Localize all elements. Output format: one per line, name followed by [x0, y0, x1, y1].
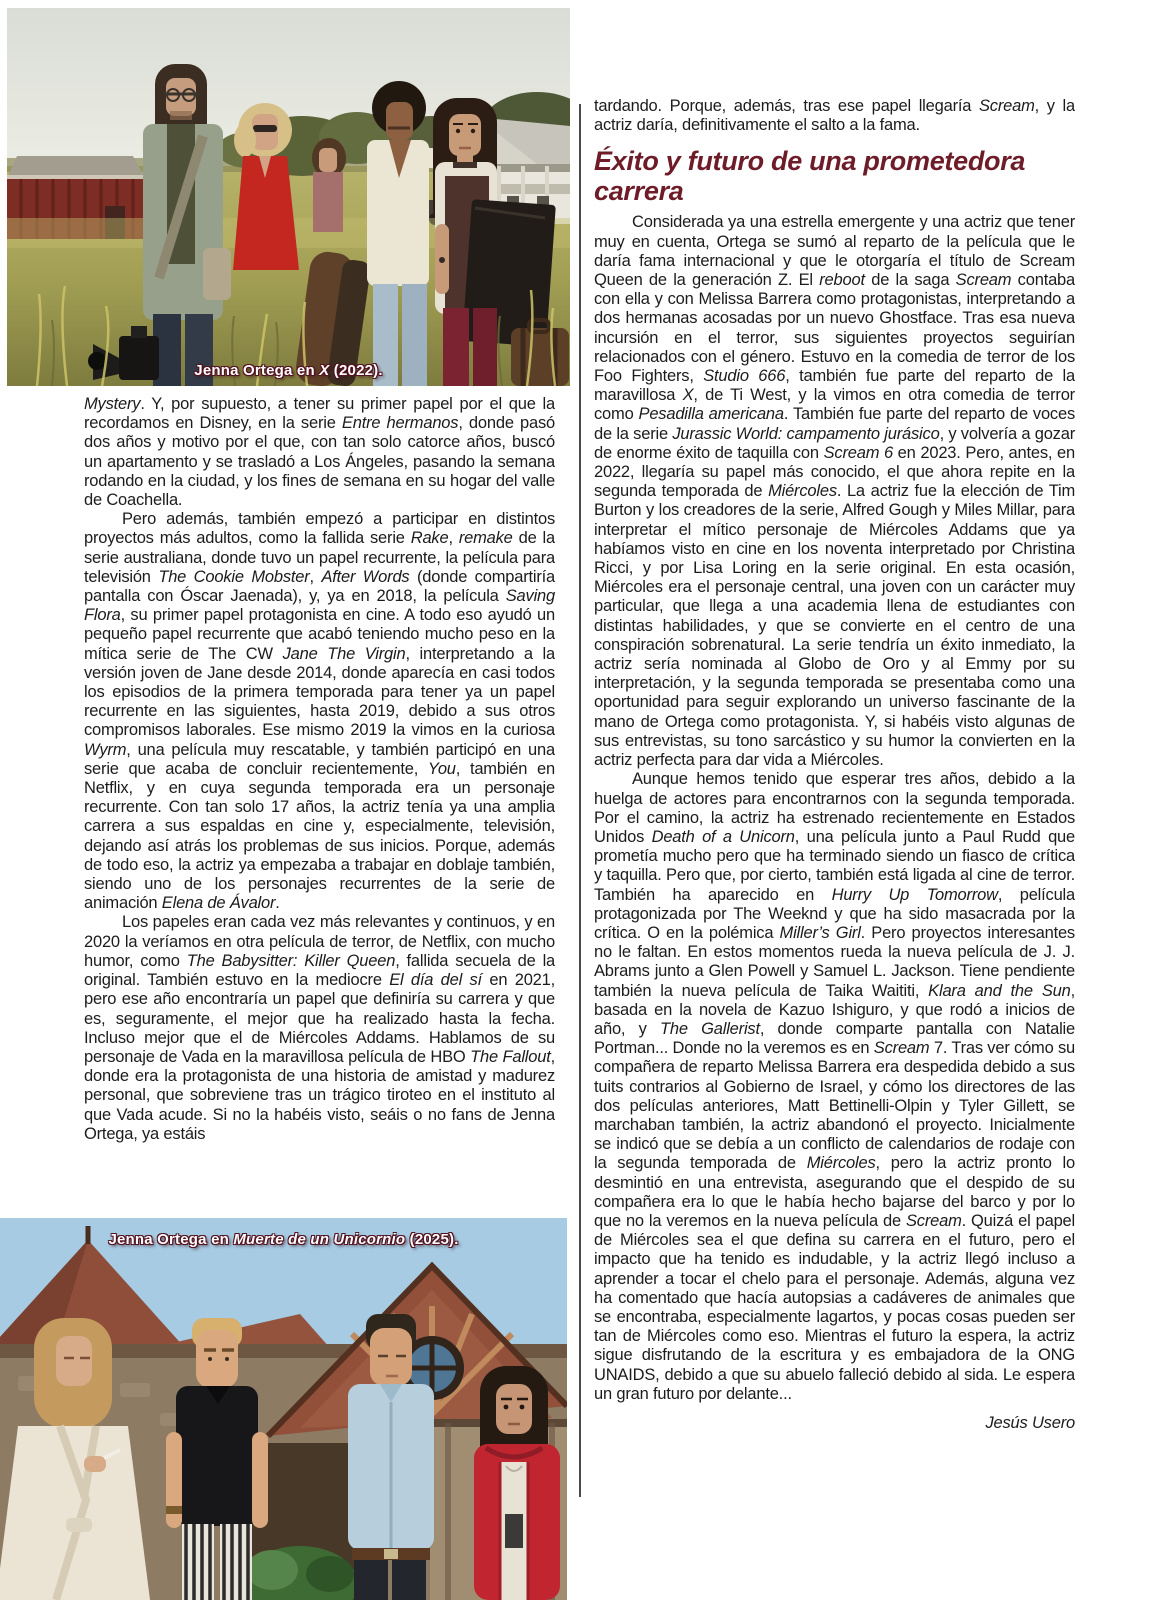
left-column: [84, 395, 555, 1210]
top-photo-caption: Jenna Ortega en X (2022).: [194, 362, 383, 379]
right-column: [594, 97, 1075, 1509]
jenna-red-jacket: [474, 1366, 560, 1600]
bottom-photo: [0, 1218, 567, 1600]
top-photo: [7, 8, 570, 386]
section-heading: Éxito y futuro de una prometedora carrera: [594, 146, 1026, 207]
top-photo-scene: [7, 8, 570, 386]
byline: Jesús Usero: [985, 1414, 1075, 1432]
bottom-photo-caption: Jenna Ortega en Muerte de un Unicornio (2025).: [108, 1231, 459, 1248]
column-divider: [579, 104, 581, 1497]
article-paragraph: Pero además, también empezó a participar en distintos proyectos más adultos, como la fallida serie Rake, remake de la serie australiana, donde tuvo un papel recurrente, la película para televisión The Cookie Mobster, After Words (donde compartiría pantalla con Óscar Jaenada), y, ya en 2018, la película Saving Flora, su primer papel protagonista en cine. A todo eso ayudó un pequeño papel recurrente que acabó teniendo mucho peso en la mítica serie de The CW Jane The Virgin, interpretando a la versión joven de Jane desde 2014, donde aparecía en casi todos los episodios de la primera temporada para tener ya un papel recurrente en las siguientes, hasta 2019, debido a sus otros compromisos laborales. Ese mismo 2019 la vimos en la curiosa Wyrm, una película muy rescatable, y también participó en una serie que acaba de concluir recientemente, You, también en Netflix, y en cuya segunda temporada era un personaje recurrente. Con tan solo 17 años, la actriz tenía ya una amplia carrera a sus espaldas en cine y, especialmente, televisión, dejando así atrás los problemas de sus inicios. Porque, además de todo eso, la actriz ya empezaba a trabajar en doblaje también, siendo uno de los personajes recurrentes de la serie de animación Elena de Ávalor.: [84, 510, 555, 913]
article-paragraph: Considerada ya una estrella emergente y una actriz que tener muy en cuenta, Ortega se sumó al reparto de la película que le daría fama internacional y que le otorgaría el título de Scream Queen de la generación Z. El reboot de la saga Scream contaba con ella y con Melissa Barrera como protagonistas, interpretando a dos hermanas acosadas por un nuevo Ghostface. Tras esa nueva incursión en el terror, sus siguientes proyectos seguirían relacionados con el género. Estuvo en la comedia de terror de los Foo Fighters, Studio 666, también fue parte del reparto de la maravillosa X, de Ti West, y la vimos en otra comedia de terror como Pesadilla americana. También fue parte del reparto de voces de la serie Jurassic World: campamento jurásico, y volvería a gozar de enorme éxito de taquilla con Scream 6 en 2023. Pero, antes, en 2022, llegaría su papel más conocido, el que ahora repite en la segunda temporada de Miércoles. La actriz fue la elección de Tim Burton y los creadores de la serie, Alfred Gough y Miles Millar, para interpretar el mítico personaje de Miércoles Addams que ya habíamos visto en cine en los noventa interpretado por Christina Ricci, y por Lisa Loring en la serie original. En esta ocasión, Miércoles era el personaje central, una joven con un carácter muy particular, que llega a una academia llena de estudiantes con distintas habilidades, y que se convierte en el centro de una conspiración sobrenatural. La serie tendría un éxito inmediato, la actriz sería nominada al Globo de Oro y al Emmy por su interpretación, y la segunda temporada se presentaba como una oportunidad para seguir explorando un universo fascinante de la mano de Ortega como protagonista. Y, si habéis visto algunas de sus entrevistas, su tono sarcástico y su humor la convierten en la actriz perfecta para dar vida a Miércoles.: [594, 213, 1075, 770]
bottom-photo-scene: [0, 1218, 567, 1600]
article-paragraph: tardando. Porque, además, tras ese papel llegaría Scream, y la actriz daría, definitivamente el salto a la fama.: [594, 97, 1075, 135]
right-column-body: [594, 213, 1075, 1404]
woman-behind: [312, 138, 346, 232]
article-paragraph: Aunque hemos tenido que esperar tres años, debido a la huelga de actores para encontrarnos con la segunda temporada. Por el camino, la actriz ha estrenado recientemente en Estados Unidos Death of a Unicorn, una película junto a Paul Rudd que prometía mucho pero que ha terminado siendo un fiasco de crítica y taquilla. Pero que, por cierto, también está ligada al cine de terror. También ha aparecido en Hurry Up Tomorrow, película protagonizada por The Weeknd y que ha sido masacrada por la crítica. O en la polémica Miller’s Girl. Pero proyectos interesantes no le faltan. En estos momentos rueda la nueva película de J. J. Abrams junto a Glen Powell y Samuel L. Jackson. Tiene pendiente también la nueva película de Taika Waititi, Klara and the Sun, basada en la novela de Kazuo Ishiguro, y que rodó a inicios de año, y The Gallerist, donde comparte pantalla con Natalie Portman... Donde no la veremos es en Scream 7. Tras ver cómo su compañera de reparto Melissa Barrera era despedida debido a sus tuits contrarios al Gobierno de Israel, y cómo los directores de las dos películas anteriores, Matt Bettinelli-Olpin y Tyler Gillett, se marchaban también, la actriz abandonó el proyecto. Inicialmente se indicó que se debía a un conflicto de calendarios de rodaje con la segunda temporada de Miércoles, pero la actriz pronto lo desmintió en una entrevista, asegurando que el despido de su compañera era lo que le había hecho bajarse del barco y por lo que no la veremos en la nueva película de Scream. Quizá el papel de Miércoles sea el que defina su carrera en el futuro, pero el impacto que ha tenido es indudable, y la actriz llegó incluso a aprender a tocar el chelo para el personaje. Además, alguna vez ha comentado que hacía autopsias a cadáveres de animales que se encontraba, especialmente lagartos, y pocas cosas pueden ser tan de Miércoles como eso. Mientras el futuro la espera, la actriz sigue disfrutando de la escritura y es embajadora de la ONG UNAIDS, debido a que su abuelo falleció debido al sida. Le espera un gran futuro por delante...: [594, 770, 1075, 1403]
woman-red-dress: [233, 103, 299, 270]
article-paragraph: Los papeles eran cada vez más relevantes y continuos, y en 2020 la veríamos en otra película de terror, de Netflix, con mucho humor, como The Babysitter: Killer Queen, fallida secuela de la original. También estuvo en la mediocre El día del sí en 2021, pero ese año encontraría un papel que definiría su carrera y que es, seguramente, el mejor que ha realizado hasta la fecha. Incluso mejor que el de Miércoles Addams. Hablamos de su personaje de Vada en la maravillosa película de HBO The Fallout, donde era la protagonista de una historia de amistad y madurez personal, que sobreviene tras un trágico tiroteo en el instituto al que Vada acude. Si no la habéis visto, seáis o no fans de Jenna Ortega, ya estáis: [84, 913, 555, 1143]
article-paragraph: Mystery. Y, por supuesto, a tener su primer papel por el que la recordamos en Disney, en la serie Entre hermanos, donde pasó dos años y motivo por el que, con tan solo catorce años, buscó un apartamento y se trasladó a Los Ángeles, pasando la semana rodando en la ciudad, y los fines de semana en su hogar del valle de Coachella.: [84, 395, 555, 510]
